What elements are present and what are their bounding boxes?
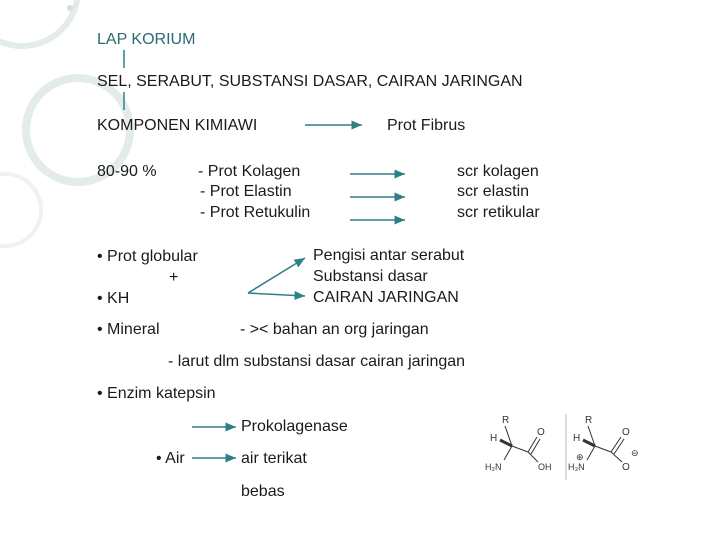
air-item: • Air bbox=[156, 450, 185, 467]
mol-left-r: R bbox=[502, 415, 510, 426]
prokolagenase-label: Prokolagenase bbox=[241, 418, 348, 435]
mol-left-h: H bbox=[490, 433, 498, 444]
filler-pengisi: Pengisi antar serabut bbox=[313, 247, 465, 264]
fiber-kolagen: scr kolagen bbox=[457, 163, 539, 180]
mineral-note-1: - >< bahan an org jaringan bbox=[240, 321, 429, 338]
mol-right-h: H bbox=[573, 433, 581, 444]
mol-right-o: O bbox=[622, 427, 630, 438]
air-terikat-label: air terikat bbox=[241, 450, 307, 467]
arrow-kh bbox=[248, 293, 305, 296]
mol-left-h2n: H₂N bbox=[485, 462, 502, 472]
enzim-item: • Enzim katepsin bbox=[97, 385, 216, 402]
komponen-kimiawi-label: KOMPONEN KIMIAWI bbox=[97, 117, 258, 134]
mol-left-o: O bbox=[537, 427, 545, 438]
amino-acid-structures bbox=[480, 408, 640, 488]
protein-retukulin: - Prot Retukulin bbox=[200, 204, 311, 221]
mol-right-r: R bbox=[585, 415, 593, 426]
mol-right-h3n: H₃N bbox=[568, 462, 585, 472]
kh-item: • KH bbox=[97, 290, 130, 307]
prot-globular-item: • Prot globular bbox=[97, 248, 198, 265]
filler-substansi: Substansi dasar bbox=[313, 268, 428, 285]
mineral-item: • Mineral bbox=[97, 321, 160, 338]
mol-right-minus: ⊖ bbox=[631, 448, 639, 458]
mineral-note-2: - larut dlm substansi dasar cairan jaringan bbox=[168, 353, 466, 370]
protein-kolagen: - Prot Kolagen bbox=[198, 163, 301, 180]
mol-left-oh: OH bbox=[538, 462, 552, 472]
prot-fibrus-label: Prot Fibrus bbox=[387, 117, 466, 134]
plus-sign: + bbox=[169, 269, 179, 286]
mol-right-o-minus: O bbox=[622, 462, 630, 473]
arrow-globular bbox=[248, 258, 305, 293]
fiber-elastin: scr elastin bbox=[457, 183, 530, 200]
slide-title: LAP KORIUM bbox=[97, 31, 196, 48]
protein-elastin: - Prot Elastin bbox=[200, 183, 292, 200]
fiber-retikular: scr retikular bbox=[457, 204, 540, 221]
bebas-label: bebas bbox=[241, 483, 285, 500]
filler-cairan: CAIRAN JARINGAN bbox=[313, 289, 459, 306]
slide-subtitle: SEL, SERABUT, SUBSTANSI DASAR, CAIRAN JARINGAN bbox=[97, 73, 523, 90]
percent-label: 80-90 % bbox=[97, 163, 157, 180]
mol-right-plus: ⊕ bbox=[576, 452, 584, 462]
